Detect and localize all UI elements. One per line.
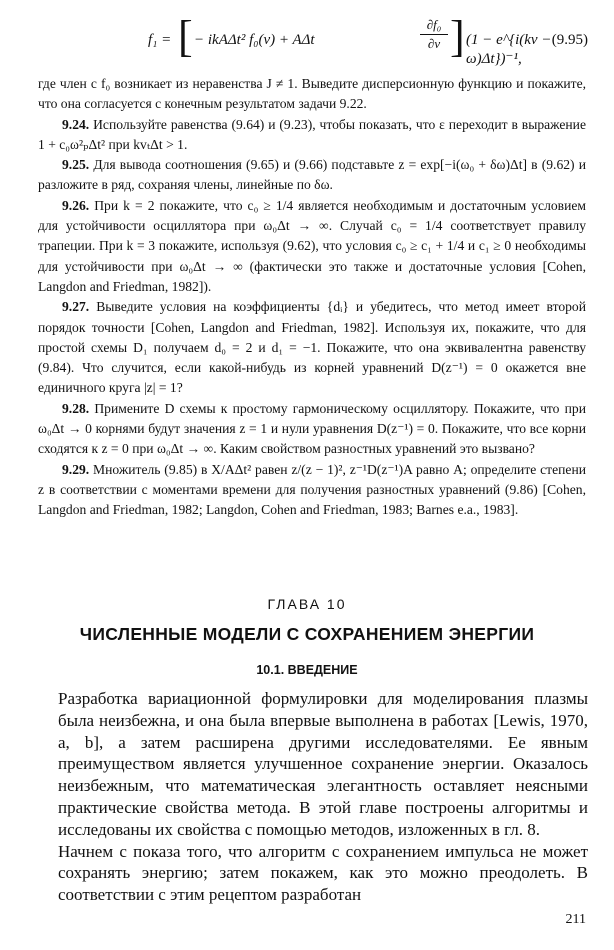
- exercise-number: 9.25.: [62, 157, 90, 173]
- equation-term-1: − ikAΔt² f₀(v) + AΔt: [194, 32, 315, 48]
- exercise-number: 9.29.: [62, 461, 90, 477]
- equation-lhs: f₁ =: [148, 32, 172, 48]
- chapter-label: ГЛАВА 10: [267, 596, 347, 612]
- exercise-9-26: [38, 196, 586, 297]
- exercise-number: 9.28.: [62, 400, 90, 416]
- exercise-text: Множитель (9.85) в X/AΔt² равен z/(z − 1)², z⁻¹D(z⁻¹)A равно A; определите степени z в соответствии с моментами времени для получения разностных уравнений (9.86) [Cohen, Langdon and Friedman, 1982; Langdon, Cohen and Friedman, 1983; Barnes e.a., 1983].: [38, 461, 587, 518]
- intro-paragraph: где член с f₀ возникает из неравенства J ≠ 1. Выведите дисперсионную функцию и покажите, что она согласуется с конечным результатом задачи 9.22.: [38, 76, 586, 112]
- section-title: 10.1. ВВЕДЕНИЕ: [256, 663, 358, 677]
- body-paragraph-2: Начнем с показа того, что алгоритм с сохранением импульса не может сохранять энергию; затем покажем, как это можно преодолеть. В соответствии с этим рецептом разработан: [58, 841, 588, 905]
- exercise-9-28: [38, 399, 586, 460]
- equation-term-2: (1 − e^{i(kv − ω)Δt})⁻¹,: [466, 32, 552, 67]
- equation-bracket-left: [: [178, 12, 193, 61]
- exercise-text: Используйте равенства (9.64) и (9.23), чтобы показать, что ε переходит в выражение 1 + c₀ω²ₚΔt² при kvₜΔt > 1.: [38, 116, 586, 152]
- exercise-number: 9.26.: [62, 197, 90, 213]
- body-paragraph-1: Разработка вариационной формулировки для моделирования плазмы была неизбежна, и она была впервые выполнена в работах [Lewis, 1970, a, b], а затем расширена другими исследователями. Ее явным преимуществом является улучшенное сохранение энергии. Оказалось неизбежным, что математическая элегантность оставляет неясными практические свойства метода. В этой главе построены алгоритмы и исследованы их свойства с помощью методов, изложенных в гл. 8.: [58, 689, 588, 839]
- exercise-text: Примените D схемы к простому гармоническому осциллятору. Покажите, что при ω₀Δt → 0 корнями будут значения z = 1 и нули уравнения D(z⁻¹) = 0. Покажите, что все корни сходятся к z = 0 при ω₀Δt → ∞. Каким свойством разностных уравнений это вызвано?: [38, 400, 586, 457]
- exercise-9-24: [38, 115, 586, 156]
- fraction-denominator: ∂v: [427, 36, 441, 51]
- exercise-text: Выведите условия на коэффициенты {dᵢ} и убедитесь, что метод имеет второй порядок точности [Cohen, Langdon and Friedman, 1982]. Используя их, покажите, что для простой схемы D₁ получаем d₀ = 2 и d₁ = −1. Покажите, что она эквивалентна равенству (9.84). Что случится, если какой-нибудь из корней уравнений D(z⁻¹) = 0 окажется вне единичного круга |z| = 1?: [38, 299, 587, 396]
- chapter-body: [58, 688, 588, 906]
- fraction-numerator: ∂f₀: [420, 16, 448, 35]
- exercise-number: 9.27.: [62, 299, 90, 315]
- exercise-9-25: [38, 155, 586, 196]
- exercise-number: 9.24.: [62, 116, 90, 132]
- exercise-block: [38, 74, 586, 521]
- page-number: 211: [565, 912, 586, 927]
- equation-bracket-right: ]: [450, 12, 465, 61]
- exercise-text: Для вывода соотношения (9.65) и (9.66) подставьте z = exp[−i(ω₀ + δω)Δt] в (9.62) и разложите в ряд, сохраняя члены, линейные по δω.: [38, 157, 586, 193]
- equation-fraction: [420, 16, 448, 53]
- exercise-9-27: [38, 297, 586, 398]
- equation-9-95: [148, 10, 588, 70]
- equation-number: (9.95): [551, 32, 588, 48]
- exercise-text: При k = 2 покажите, что c₀ ≥ 1/4 является необходимым и достаточным условием для устойчивости осциллятора при ω₀Δt → ∞. Случай c₀ = 1/4 соответствует правилу трапеции. При k = 3 покажите, используя (9.62), что условия c₀ ≥ c₁ + 1/4 и c₁ ≥ 0 необходимы для устойчивости при ω₀Δt → ∞ (фактически это также и достаточные условия [Cohen, Langdon and Friedman, 1982]).: [38, 197, 587, 294]
- chapter-title: ЧИСЛЕННЫЕ МОДЕЛИ С СОХРАНЕНИЕМ ЭНЕРГИИ: [79, 624, 535, 644]
- exercise-9-29: [38, 460, 586, 521]
